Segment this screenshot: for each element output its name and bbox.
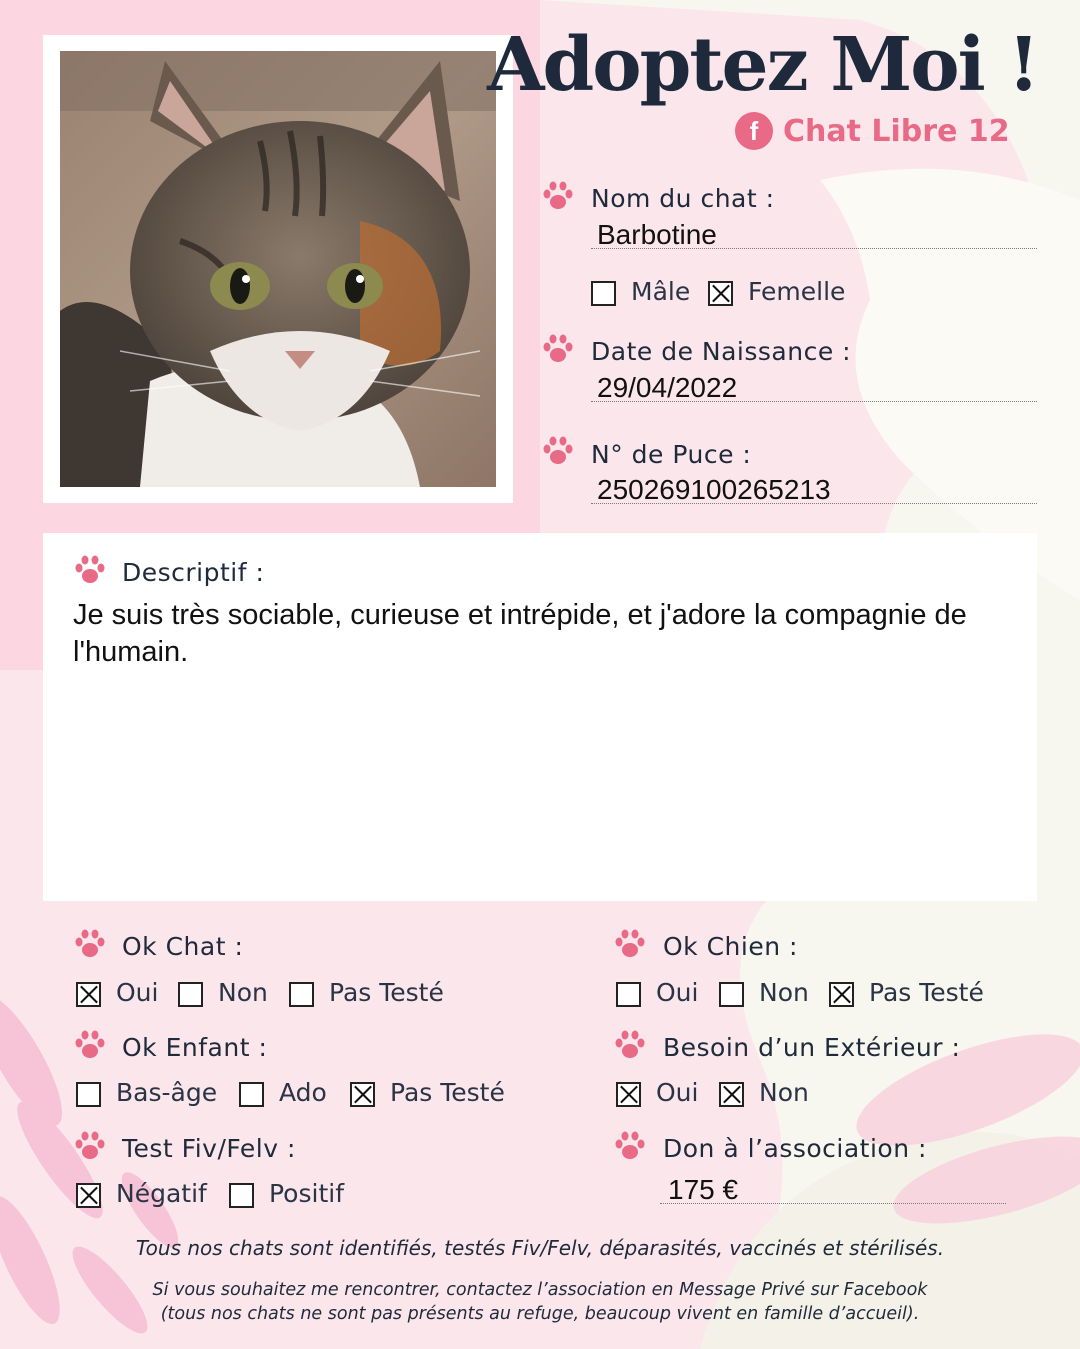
checkbox-ok-chat-oui[interactable]: [76, 982, 101, 1007]
footer-note: Tous nos chats sont identifiés, testés Fiv/Felv, déparasités, vaccinés et stérilisés.: [135, 1236, 945, 1260]
test-fiv-label: Test Fiv/Felv :: [122, 1134, 296, 1163]
birth-line: [591, 401, 1037, 402]
kitten-photo: [60, 51, 496, 487]
checkbox-ok-chat-non[interactable]: [178, 982, 203, 1007]
checkbox-male[interactable]: [591, 281, 616, 306]
brand-link[interactable]: [735, 112, 1010, 150]
checkbox-ok-enfant-bas-age[interactable]: [76, 1082, 101, 1107]
page-title: Adoptez Moi !: [487, 22, 1038, 108]
checkbox-fiv-positif[interactable]: [229, 1183, 254, 1208]
option-exterieur-non: Non: [759, 1078, 809, 1107]
option-ok-chat-oui: Oui: [116, 978, 159, 1007]
checkbox-ok-chien-oui[interactable]: [616, 982, 641, 1007]
option-ok-chat-non: Non: [218, 978, 268, 1007]
paw-icon: [542, 334, 574, 364]
description-label: Descriptif :: [122, 558, 265, 587]
chip-label: N° de Puce :: [591, 440, 752, 469]
checkbox-exterieur-oui[interactable]: [616, 1082, 641, 1107]
don-amount: 175 €: [668, 1174, 739, 1205]
paw-icon: [74, 929, 106, 959]
name-label: Nom du chat :: [591, 184, 775, 213]
paw-icon: [542, 436, 574, 466]
checkbox-ok-enfant-pas-teste[interactable]: [350, 1082, 375, 1107]
don-line: [660, 1203, 1006, 1204]
checkbox-ok-chien-pas-teste[interactable]: [829, 982, 854, 1007]
option-ok-enfant-bas-age: Bas-âge: [116, 1078, 218, 1107]
paw-icon: [614, 1131, 646, 1161]
checkbox-ok-chien-non[interactable]: [719, 982, 744, 1007]
birth-date: 29/04/2022: [597, 372, 738, 403]
checkbox-ok-enfant-ado[interactable]: [239, 1082, 264, 1107]
paw-icon: [542, 181, 574, 211]
ok-enfant-label: Ok Enfant :: [122, 1033, 268, 1062]
footer-contact-line2: (tous nos chats ne sont pas présents au refuge, beaucoup vivent en famille d’accueil).: [160, 1304, 920, 1324]
exterieur-label: Besoin d’un Extérieur :: [663, 1033, 961, 1062]
checkbox-ok-chat-pas-teste[interactable]: [289, 982, 314, 1007]
paw-icon: [74, 555, 106, 585]
cat-name: Barbotine: [597, 219, 717, 250]
photo-frame: [43, 35, 513, 503]
paw-icon: [614, 1030, 646, 1060]
description-card: [43, 533, 1037, 901]
name-line: [591, 248, 1037, 249]
brand-name: Chat Libre 12: [783, 113, 1010, 149]
option-male: Mâle: [631, 277, 691, 306]
option-ok-chien-non: Non: [759, 978, 809, 1007]
option-ok-chien-oui: Oui: [656, 978, 699, 1007]
option-female: Femelle: [748, 277, 846, 306]
option-fiv-positif: Positif: [269, 1179, 344, 1208]
option-ok-chat-pas-teste: Pas Testé: [329, 978, 444, 1007]
paw-icon: [74, 1131, 106, 1161]
option-fiv-negatif: Négatif: [116, 1179, 207, 1208]
don-label: Don à l’association :: [663, 1134, 927, 1163]
option-ok-enfant-ado: Ado: [279, 1078, 327, 1107]
option-ok-chien-pas-teste: Pas Testé: [869, 978, 984, 1007]
ok-chat-label: Ok Chat :: [122, 932, 244, 961]
paw-icon: [74, 1030, 106, 1060]
chip-line: [591, 503, 1037, 504]
tabby-kitten-photo: [60, 51, 496, 487]
chip-number: 250269100265213: [597, 474, 831, 505]
description-text: Je suis très sociable, curieuse et intrépide, et j'adore la compagnie de l'humain.: [73, 599, 967, 668]
option-ok-enfant-pas-teste: Pas Testé: [390, 1078, 505, 1107]
facebook-icon: f: [735, 112, 773, 150]
paw-icon: [614, 929, 646, 959]
checkbox-exterieur-non[interactable]: [719, 1082, 744, 1107]
footer-contact: [0, 1278, 1080, 1326]
checkbox-fiv-negatif[interactable]: [76, 1183, 101, 1208]
footer-contact-line1: Si vous souhaitez me rencontrer, contactez l’association en Message Privé sur Facebook: [152, 1280, 928, 1300]
checkbox-female[interactable]: [708, 281, 733, 306]
option-exterieur-oui: Oui: [656, 1078, 699, 1107]
birth-label: Date de Naissance :: [591, 337, 852, 366]
ok-chien-label: Ok Chien :: [663, 932, 798, 961]
